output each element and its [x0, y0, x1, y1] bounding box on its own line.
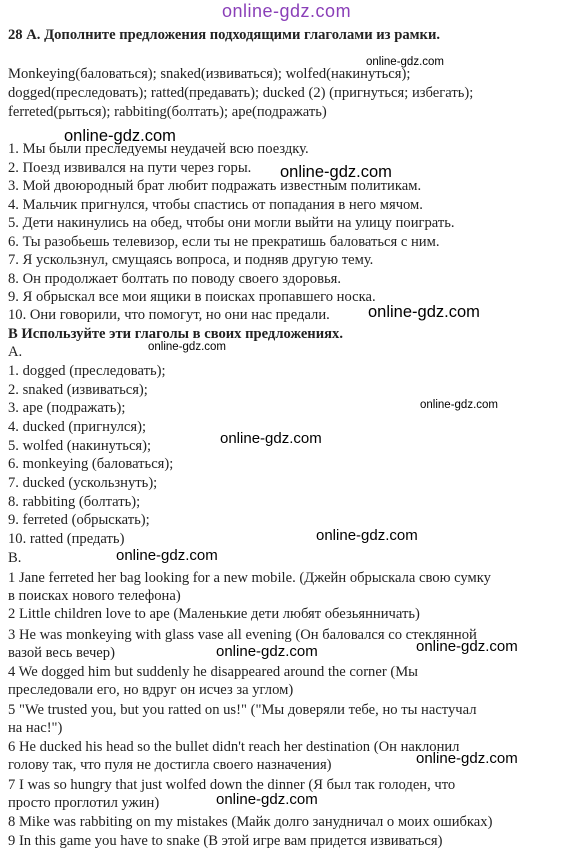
- watermark: online-gdz.com: [366, 56, 444, 68]
- verb-item: 9. ferreted (обрыскать);: [8, 512, 150, 528]
- example-line: 1 Jane ferreted her bag looking for a new mobile. (Джейн обрыскала свою сумку: [8, 570, 491, 586]
- example-line: 5 "We trusted you, but you ratted on us!" ("Мы доверяли тебе, но ты настучал: [8, 702, 477, 718]
- header-watermark: online-gdz.com: [222, 1, 352, 21]
- sentence: 9. Я обрыскал все мои ящики в поисках пропавшего носка.: [8, 289, 376, 305]
- watermark: online-gdz.com: [220, 430, 322, 447]
- word-box-line: ferreted(рыться); rabbiting(болтать); ape(подражать): [8, 104, 327, 120]
- example-line: 4 We dogged him but suddenly he disappeared around the corner (Мы: [8, 664, 418, 680]
- example-line: 9 In this game you have to snake (В этой игре вам придется извиваться): [8, 833, 443, 849]
- part-b-label: В.: [8, 550, 22, 566]
- verb-item: 6. monkeying (баловаться);: [8, 456, 174, 472]
- sentence: 2. Поезд извивался на пути через горы.: [8, 160, 252, 176]
- example-line: преследовали его, но вдруг он исчез за углом): [8, 682, 294, 698]
- sentence: 10. Они говорили, что помогут, но они нас предали.: [8, 307, 330, 323]
- example-line: 8 Mike was rabbiting on my mistakes (Майк долго занудничал о моих ошибках): [8, 814, 493, 830]
- example-line: 2 Little children love to ape (Маленькие дети любят обезьянничать): [8, 606, 420, 622]
- example-line: 3 He was monkeying with glass vase all evening (Он баловался со стеклянной: [8, 627, 477, 643]
- example-line: голову так, что пуля не достигла своего назначения): [8, 757, 332, 773]
- verb-item: 10. ratted (предать): [8, 531, 125, 547]
- watermark: online-gdz.com: [316, 527, 418, 544]
- sentence: 6. Ты разобьешь телевизор, если ты не прекратишь баловаться с ним.: [8, 234, 440, 250]
- sentence: 1. Мы были преследуемы неудачей всю поездку.: [8, 141, 309, 157]
- sentence: 5. Дети накинулись на обед, чтобы они могли выйти на улицу поиграть.: [8, 215, 455, 231]
- task-b-title: В Используйте эти глаголы в своих предложениях.: [8, 326, 343, 342]
- verb-item: 8. rabbiting (болтать);: [8, 494, 141, 510]
- word-box-line: Monkeying(баловаться); snaked(извиваться); wolfed(накинуться);: [8, 66, 411, 82]
- verb-item: 7. ducked (ускользнуть);: [8, 475, 158, 491]
- sentence: 7. Я ускользнул, смущаясь вопроса, и подняв другую тему.: [8, 252, 374, 268]
- verb-item: 4. ducked (пригнулся);: [8, 419, 146, 435]
- watermark: online-gdz.com: [148, 341, 226, 353]
- verb-item: 1. dogged (преследовать);: [8, 363, 166, 379]
- watermark: online-gdz.com: [416, 750, 518, 767]
- watermark: online-gdz.com: [116, 547, 218, 564]
- watermark: online-gdz.com: [64, 127, 176, 145]
- sentence: 4. Мальчик пригнулся, чтобы спастись от попадания в него мячом.: [8, 197, 423, 213]
- example-line: просто проглотил ужин): [8, 795, 160, 811]
- word-box-line: dogged(преследовать); ratted(предавать); ducked (2) (пригнуться; избегать);: [8, 85, 474, 101]
- sentence: 8. Он продолжает болтать по поводу своего здоровья.: [8, 271, 342, 287]
- verb-item: 3. ape (подражать);: [8, 400, 126, 416]
- example-line: в поисках нового телефона): [8, 588, 181, 604]
- watermark: online-gdz.com: [216, 643, 318, 660]
- watermark: online-gdz.com: [416, 638, 518, 655]
- watermark: online-gdz.com: [368, 303, 480, 321]
- verb-item: 5. wolfed (накинуться);: [8, 438, 152, 454]
- example-line: 6 He ducked his head so the bullet didn't reach her destination (Он наклонил: [8, 739, 460, 755]
- example-line: на нас!"): [8, 720, 63, 736]
- task-a-title: 28 А. Дополните предложения подходящими глаголами из рамки.: [8, 27, 441, 43]
- watermark: online-gdz.com: [216, 791, 318, 808]
- watermark: online-gdz.com: [280, 163, 392, 181]
- sentence: 3. Мой двоюродный брат любит подражать известным политикам.: [8, 178, 422, 194]
- example-line: вазой весь вечер): [8, 645, 115, 661]
- example-line: 7 I was so hungry that just wolfed down the dinner (Я был так голоден, что: [8, 777, 456, 793]
- watermark: online-gdz.com: [420, 399, 498, 411]
- part-a-label: А.: [8, 344, 23, 360]
- verb-item: 2. snaked (извиваться);: [8, 382, 148, 398]
